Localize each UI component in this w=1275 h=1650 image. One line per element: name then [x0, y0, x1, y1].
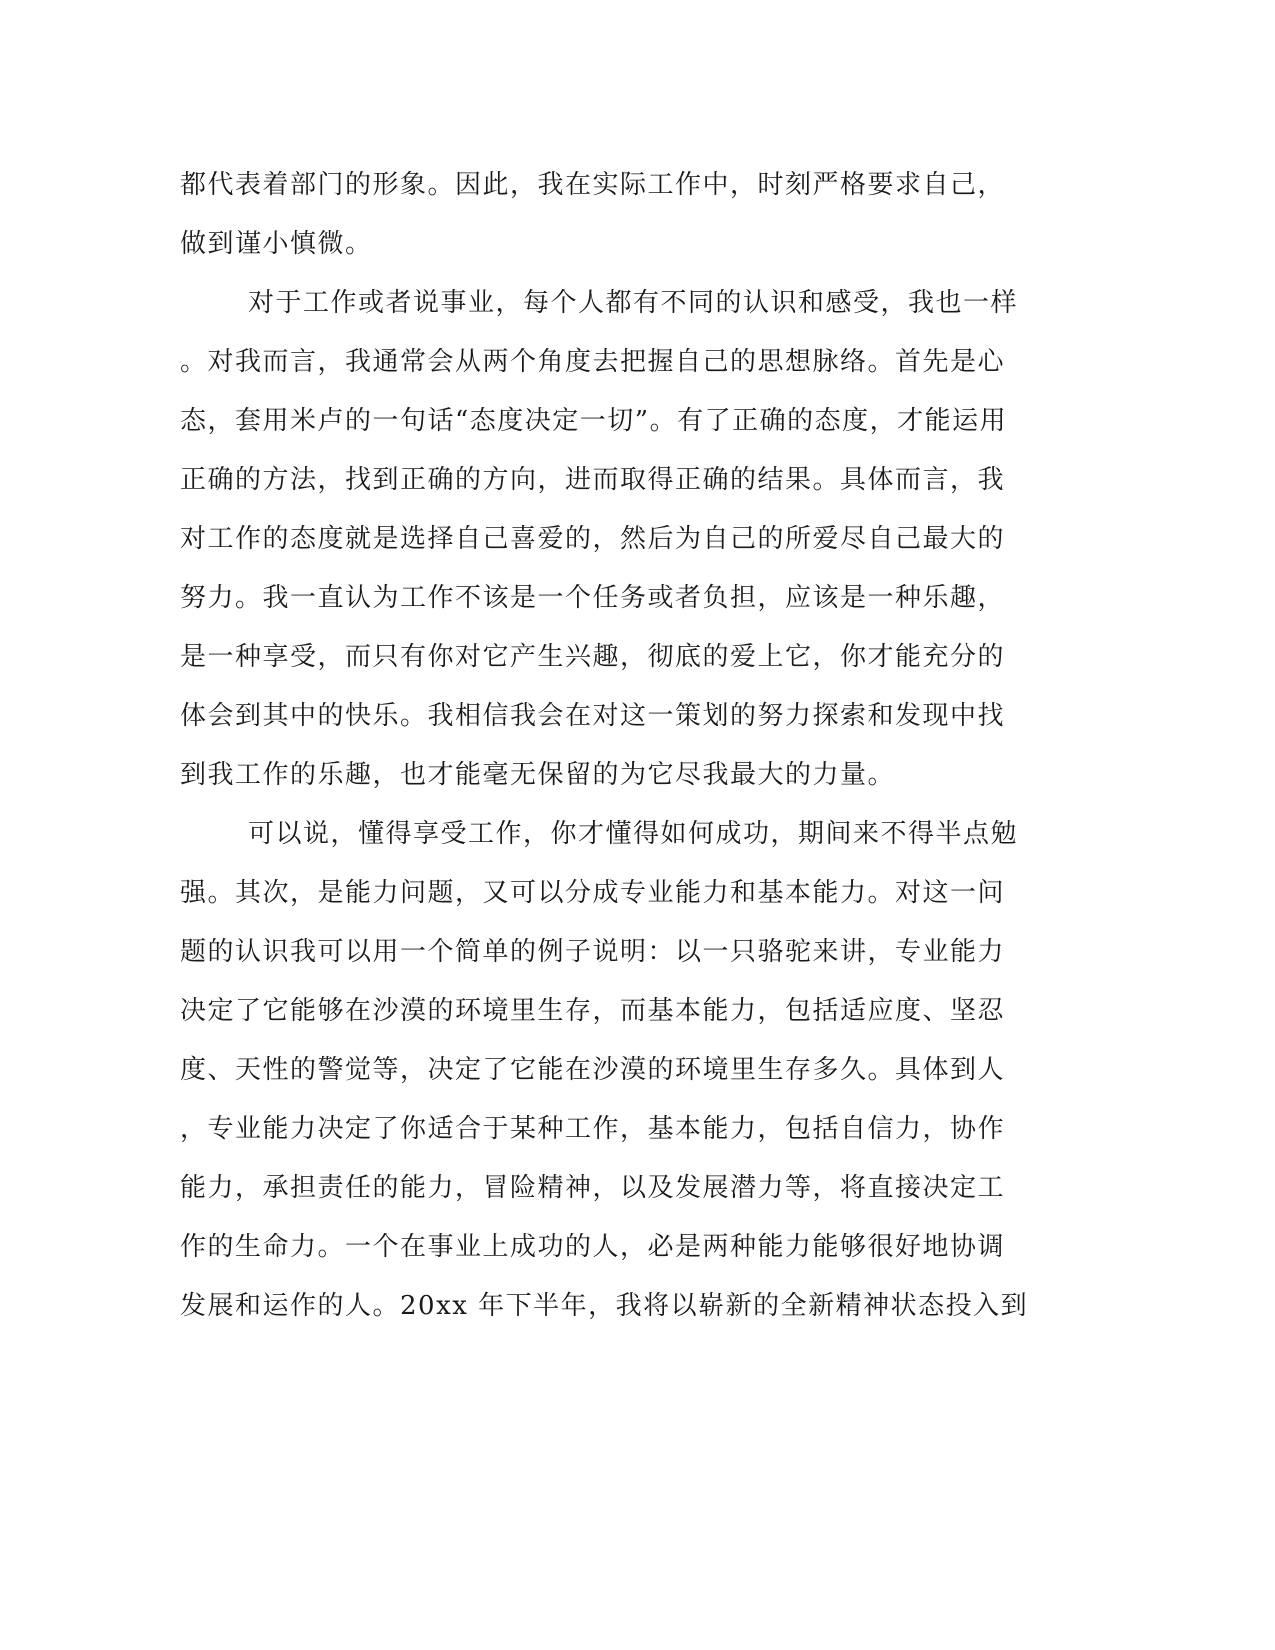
text-line: 题的认识我可以用一个简单的例子说明：以一只骆驼来讲，专业能力	[180, 937, 1006, 967]
text-line: 对工作的态度就是选择自己喜爱的，然后为自己的所爱尽自己最大的	[180, 524, 1006, 554]
text-line: 体会到其中的快乐。我相信我会在对这一策划的努力探索和发现中找	[180, 701, 1006, 731]
text-line: 做到谨小慎微。	[180, 229, 373, 259]
text-line: 强。其次，是能力问题，又可以分成专业能力和基本能力。对这一问	[180, 878, 1006, 908]
text-line: 作的生命力。一个在事业上成功的人，必是两种能力能够很好地协调	[180, 1232, 1006, 1262]
text-line: 态，套用米卢的一句话“态度决定一切”。有了正确的态度，才能运用	[180, 406, 1008, 436]
text-line: 正确的方法，找到正确的方向，进而取得正确的结果。具体而言，我	[180, 465, 1006, 495]
text-line: 决定了它能够在沙漠的环境里生存，而基本能力，包括适应度、坚忍	[180, 996, 1006, 1026]
text-line: 努力。我一直认为工作不该是一个任务或者负担，应该是一种乐趣，	[180, 583, 1006, 613]
text-line: 都代表着部门的形象。因此，我在实际工作中，时刻严格要求自己，	[180, 170, 1006, 200]
body-text	[180, 156, 1040, 1336]
text-line: ，专业能力决定了你适合于某种工作，基本能力，包括自信力，协作	[180, 1114, 1006, 1144]
text-line: 度、天性的警觉等，决定了它能在沙漠的环境里生存多久。具体到人	[180, 1055, 1006, 1085]
paragraph-first-line: 可以说，懂得享受工作，你才懂得如何成功，期间来不得半点勉	[248, 819, 1019, 849]
text-line: 发展和运作的人。20xx 年下半年，我将以崭新的全新精神状态投入到	[180, 1291, 1029, 1321]
text-line: 能力，承担责任的能力，冒险精神，以及发展潜力等，将直接决定工	[180, 1173, 1006, 1203]
paragraph-first-line: 对于工作或者说事业，每个人都有不同的认识和感受，我也一样	[248, 288, 1019, 318]
text-line: 。对我而言，我通常会从两个角度去把握自己的思想脉络。首先是心	[180, 347, 1006, 377]
text-line: 到我工作的乐趣，也才能毫无保留的为它尽我最大的力量。	[180, 760, 896, 790]
text-line: 是一种享受，而只有你对它产生兴趣，彻底的爱上它，你才能充分的	[180, 642, 1006, 672]
